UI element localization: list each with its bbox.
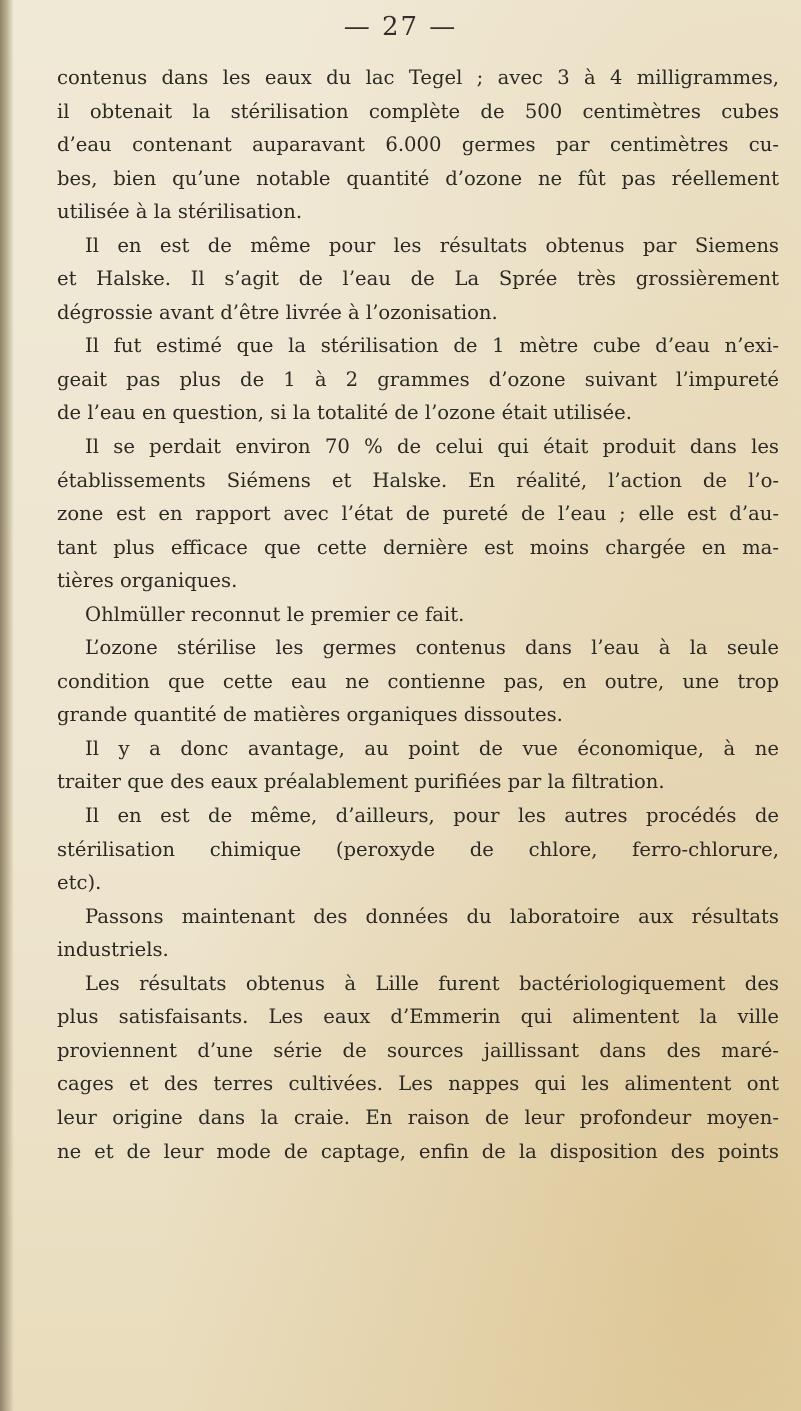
text-line: établissements Siémens et Halske. En réalité, l’action de l’o- — [57, 468, 779, 492]
text-line: traiter que des eaux préalablement purifiées par la filtration. — [57, 770, 665, 794]
text-line: Il se perdait environ 70 % de celui qui était produit dans les — [85, 435, 779, 459]
text-line: il obtenait la stérilisation complète de 500 centimètres cubes — [57, 99, 779, 123]
text-line: Il en est de même pour les résultats obtenus par Siemens — [85, 233, 779, 257]
text-line: dégrossie avant d’être livrée à l’ozonisation. — [57, 300, 498, 324]
book-binding-edge — [0, 0, 14, 1411]
text-line: utilisée à la stérilisation. — [57, 200, 303, 224]
text-line: et Halske. Il s’agit de l’eau de La Sprée très grossièrement — [57, 267, 779, 291]
text-line: grande quantité de matières organiques dissoutes. — [57, 703, 563, 727]
text-line: de l’eau en question, si la totalité de l’ozone était utilisée. — [57, 401, 632, 425]
text-line: Il en est de même, d’ailleurs, pour les autres procédés de — [85, 804, 779, 828]
text-line: d’eau contenant auparavant 6.000 germes par centimètres cu- — [57, 133, 779, 157]
text-line: cages et des terres cultivées. Les nappes qui les alimentent ont — [57, 1072, 779, 1096]
text-line: tant plus efficace que cette dernière est moins chargée en ma- — [57, 535, 779, 559]
text-line: Ohlmüller reconnut le premier ce fait. — [85, 602, 465, 626]
text-line: Passons maintenant des données du laboratoire aux résultats — [85, 904, 779, 928]
text-line: contenus dans les eaux du lac Tegel ; avec 3 à 4 milligrammes, — [57, 66, 779, 89]
text-line: industriels. — [57, 938, 169, 962]
body-text — [57, 61, 779, 1168]
text-line: Il fut estimé que la stérilisation de 1 mètre cube d’eau n’exi- — [85, 334, 779, 358]
text-line: Les résultats obtenus à Lille furent bactériologiquement des — [85, 971, 779, 995]
text-line: condition que cette eau ne contienne pas, en outre, une trop — [57, 669, 779, 693]
page-number: — 27 — — [343, 12, 458, 42]
text-line: L’ozone stérilise les germes contenus dans l’eau à la seule — [85, 636, 779, 660]
text-line: geait pas plus de 1 à 2 grammes d’ozone suivant l’impureté — [57, 367, 779, 391]
text-line: plus satisfaisants. Les eaux d’Emmerin qui alimentent la ville — [57, 1005, 779, 1029]
text-line: Il y a donc avantage, au point de vue économique, à ne — [85, 736, 779, 760]
text-line: bes, bien qu’une notable quantité d’ozone ne fût pas réellement — [57, 166, 779, 190]
text-line: etc). — [57, 871, 102, 895]
text-line: tières organiques. — [57, 569, 238, 593]
text-line: zone est en rapport avec l’état de pureté de l’eau ; elle est d’au- — [57, 502, 779, 526]
text-line: stérilisation chimique (peroxyde de chlore, ferro-chlorure, — [57, 837, 779, 861]
text-line: proviennent d’une série de sources jaillissant dans des maré- — [57, 1038, 779, 1062]
text-line: leur origine dans la craie. En raison de leur profondeur moyen- — [57, 1105, 779, 1129]
text-line: ne et de leur mode de captage, enfin de la disposition des points — [57, 1139, 779, 1163]
